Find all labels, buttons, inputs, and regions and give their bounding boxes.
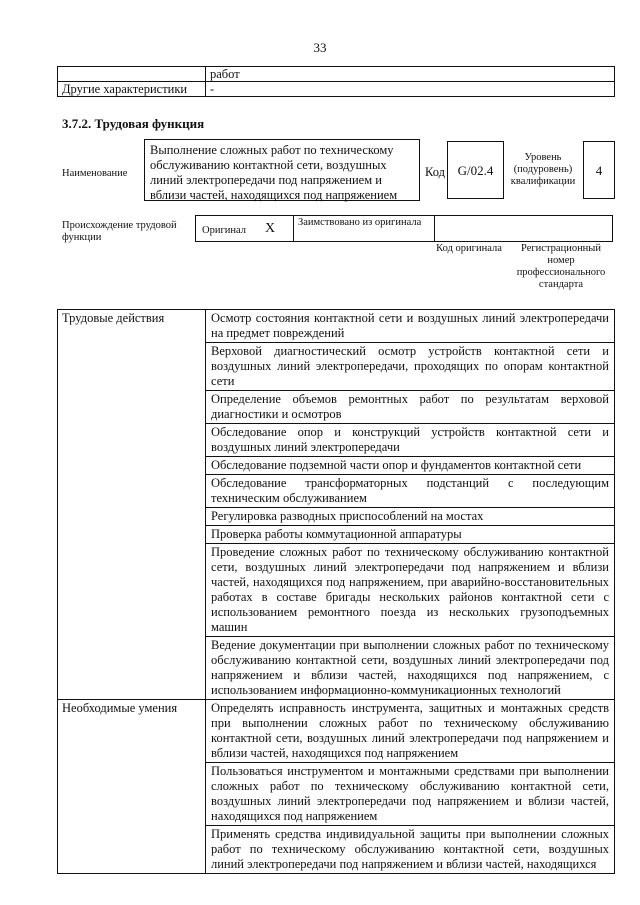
origin-label: Происхождение трудовой функции bbox=[62, 220, 177, 243]
code-label: Код bbox=[425, 165, 445, 179]
top-table-label: Другие характеристики bbox=[58, 82, 206, 97]
top-table-value: - bbox=[206, 82, 615, 97]
function-name-box: Выполнение сложных работ по техническому обслуживанию контактной сети, воздушных линий электропередачи под напряжением и вблизи частей, находящихся под напряжением bbox=[144, 139, 420, 201]
section-title: 3.7.2. Трудовая функция bbox=[62, 116, 205, 131]
table-row bbox=[58, 700, 615, 763]
origin-divider bbox=[293, 215, 294, 242]
labor-action-item: Обследование трансформаторных подстанций с последующим техническим обслуживанием bbox=[206, 475, 615, 508]
labor-action-item: Ведение документации при выполнении сложных работ по техническому обслуживанию контактной сети, воздушных линий электропередачи под напряжением и вблизи частей, находящихся под напряжением, с использованием информационно-коммуникационных технологий bbox=[206, 637, 615, 700]
labor-action-item: Осмотр состояния контактной сети и воздушных линий электропередачи на предмет повреждений bbox=[206, 310, 615, 343]
skill-item: Применять средства индивидуальной защиты при выполнении сложных работ по техническому обслуживанию контактной сети, воздушных линий электропередачи под напряжением и вблизи частей, находящихся bbox=[206, 826, 615, 874]
labor-action-item: Определение объемов ремонтных работ по результатам верховой диагностики и осмотров bbox=[206, 391, 615, 424]
borrowed-label: Заимствовано из оригинала bbox=[298, 217, 422, 228]
labor-actions-label: Трудовые действия bbox=[58, 310, 206, 700]
origin-divider bbox=[434, 215, 435, 242]
labor-action-item: Регулировка разводных приспособлений на мостах bbox=[206, 508, 615, 526]
original-mark: X bbox=[265, 221, 276, 236]
top-table bbox=[57, 66, 615, 97]
main-table bbox=[57, 309, 615, 874]
labor-action-item: Верховой диагностический осмотр устройств контактной сети и воздушных линий электропередачи, проходящих по опорам контактной сети bbox=[206, 343, 615, 391]
code-value-box: G/02.4 bbox=[447, 141, 504, 199]
reg-number-label: Регистрационный номер профессионального стандарта bbox=[516, 243, 606, 290]
top-table-value: работ bbox=[206, 67, 615, 82]
labor-action-item: Проверка работы коммутационной аппаратуры bbox=[206, 526, 615, 544]
labor-action-item: Обследование опор и конструкций устройств контактной сети и воздушных линий электропередачи bbox=[206, 424, 615, 457]
table-row bbox=[58, 82, 615, 97]
name-label: Наименование bbox=[62, 168, 128, 179]
page-number: 33 bbox=[313, 40, 327, 55]
code-original-label: Код оригинала bbox=[436, 243, 502, 254]
table-row bbox=[58, 310, 615, 343]
top-table-label bbox=[58, 67, 206, 82]
original-label: Оригинал bbox=[202, 225, 246, 236]
level-value-box: 4 bbox=[583, 141, 615, 199]
level-label: Уровень (подуровень) квалификации bbox=[510, 152, 576, 187]
labor-action-item: Обследование подземной части опор и фундаментов контактной сети bbox=[206, 457, 615, 475]
table-row bbox=[58, 67, 615, 82]
skill-item: Пользоваться инструментом и монтажными средствами при выполнении сложных работ по техническому обслуживанию контактной сети, воздушных линий электропередачи под напряжением и вблизи частей, находящихся под напряжением bbox=[206, 763, 615, 826]
skill-item: Определять исправность инструмента, защитных и монтажных средств при выполнении сложных работ по техническому обслуживанию контактной сети, воздушных линий электропередачи под напряжением и вблизи частей, находящихся под напряжением bbox=[206, 700, 615, 763]
skills-label: Необходимые умения bbox=[58, 700, 206, 874]
labor-action-item: Проведение сложных работ по техническому обслуживанию контактной сети, воздушных линий электропередачи под напряжением и вблизи частей, находящихся под напряжением, при аварийно-восстановительных работах в составе бригады нескольких районов контактной сети с использованием ремонтного поезда из нескольких грузоподъемных машин bbox=[206, 544, 615, 637]
